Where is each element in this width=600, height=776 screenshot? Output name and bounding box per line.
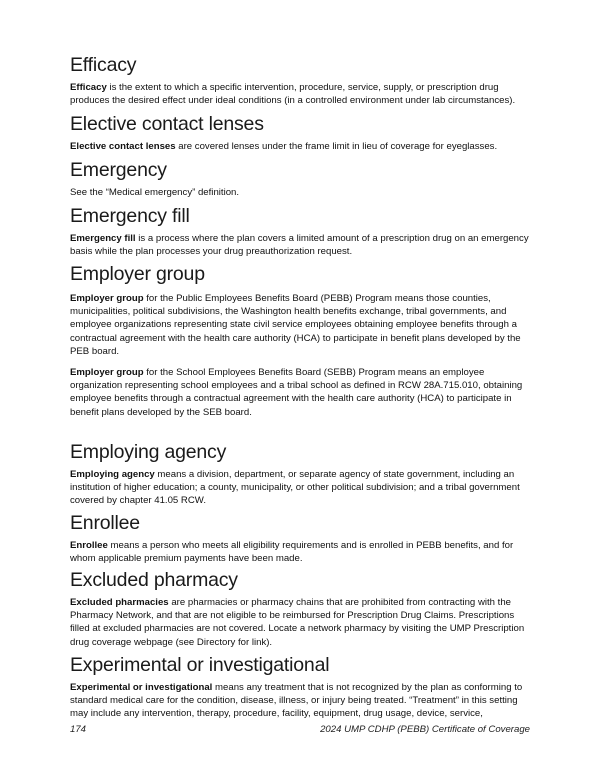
- defined-term: Experimental or investigational: [70, 682, 213, 693]
- definition-paragraph: [70, 681, 532, 721]
- defined-term: Elective contact lenses: [70, 141, 176, 152]
- defined-term: Employer group: [70, 367, 144, 379]
- section-employer-group: [70, 262, 532, 419]
- definition-paragraph: [70, 366, 532, 419]
- section-heading: Excluded pharmacy: [70, 569, 238, 591]
- section-heading: Emergency: [70, 159, 167, 181]
- section-heading: Elective contact lenses: [70, 113, 264, 135]
- definition-text: are covered lenses under the frame limit in lieu of coverage for eyeglasses.: [175, 141, 498, 152]
- definition-paragraph: [70, 596, 532, 649]
- defined-term: Employer group: [70, 293, 144, 304]
- section-heading: Efficacy: [70, 54, 137, 76]
- document-title: 2024 UMP CDHP (PEBB) Certificate of Coverage: [320, 724, 530, 735]
- definition-text: means a person who meets all eligibility requirements and is enrolled in PEBB benefits, and for whom applicable premium payments have been made.: [70, 540, 514, 565]
- definition-paragraph: [70, 468, 532, 508]
- definition-text: is the extent to which a specific intervention, procedure, service, supply, or prescription drug produces the desired effect under ideal conditions (in a controlled environment under lab circumstances).: [70, 82, 516, 107]
- definition-text: for the School Employees Benefits Board (SEBB) Program means an employee organization representing school employees and a tribal school as defined in RCW 28A.715.010, obtaining employee benefits through a contractual agreement with the health care authority (HCA) to participate in benefit plans developed by the SEB board.: [70, 367, 523, 418]
- section-enrollee: [70, 511, 532, 565]
- page-number: 174: [70, 724, 87, 735]
- defined-term: Efficacy: [70, 82, 107, 93]
- definition-text: means a division, department, or separate agency of state government, including an institution of higher education; a county, municipality, or other political subdivision; and a tribal government covered by chapter 41.05 RCW.: [70, 469, 520, 507]
- definition-paragraph: [70, 186, 532, 199]
- defined-term: Enrollee: [70, 540, 108, 551]
- definition-text: is a process where the plan covers a limited amount of a prescription drug on an emergency basis while the plan processes your drug preauthorization request.: [70, 233, 529, 258]
- definition-paragraph: [70, 539, 532, 565]
- definition-paragraph: [70, 140, 532, 153]
- section-emergency: [70, 158, 532, 199]
- section-experimental-or-investigational: [70, 653, 532, 721]
- section-emergency-fill: [70, 204, 532, 258]
- definition-text: See the “Medical emergency” definition.: [70, 187, 240, 198]
- definition-text: means any treatment that is not recognized by the plan as conforming to standard medical care for the condition, disease, illness, or injury being treated. “Treatment” in this setting may include any intervention, therapy, procedure, facility, equipment, drug usage, device, service,: [70, 682, 523, 720]
- section-heading: Employing agency: [70, 441, 227, 463]
- section-heading: Enrollee: [70, 512, 140, 534]
- section-elective-contact-lenses: [70, 112, 532, 153]
- section-heading: Experimental or investigational: [70, 654, 330, 676]
- definition-paragraph: [70, 292, 532, 358]
- section-heading: Employer group: [70, 263, 205, 285]
- definition-text: for the Public Employees Benefits Board (PEBB) Program means those counties, municipalities, political subdivisions, the Washington health benefits exchange, tribal governments, and employee organizations representing state civil service employees obtaining employee benefits through a contractual agreement with the health care authority (HCA) to participate in benefit plans developed by the PEB board.: [70, 293, 521, 357]
- definition-text: are pharmacies or pharmacy chains that are prohibited from contracting with the Pharmacy Network, and that are not eligible to be reimbursed for Prescription Drug Claims. Prescriptions filled at excluded pharmacies are not covered. Locate a network pharmacy by visiting the UMP Prescription drug coverage webpage (see Directory for link).: [70, 597, 525, 648]
- defined-term: Employing agency: [70, 469, 155, 480]
- section-heading: Emergency fill: [70, 205, 190, 227]
- definition-paragraph: [70, 81, 532, 107]
- defined-term: Excluded pharmacies: [70, 597, 169, 608]
- definition-paragraph: [70, 232, 532, 258]
- section-efficacy: [70, 53, 532, 107]
- section-employing-agency: [70, 440, 532, 508]
- section-excluded-pharmacy: [70, 568, 532, 649]
- defined-term: Emergency fill: [70, 233, 136, 244]
